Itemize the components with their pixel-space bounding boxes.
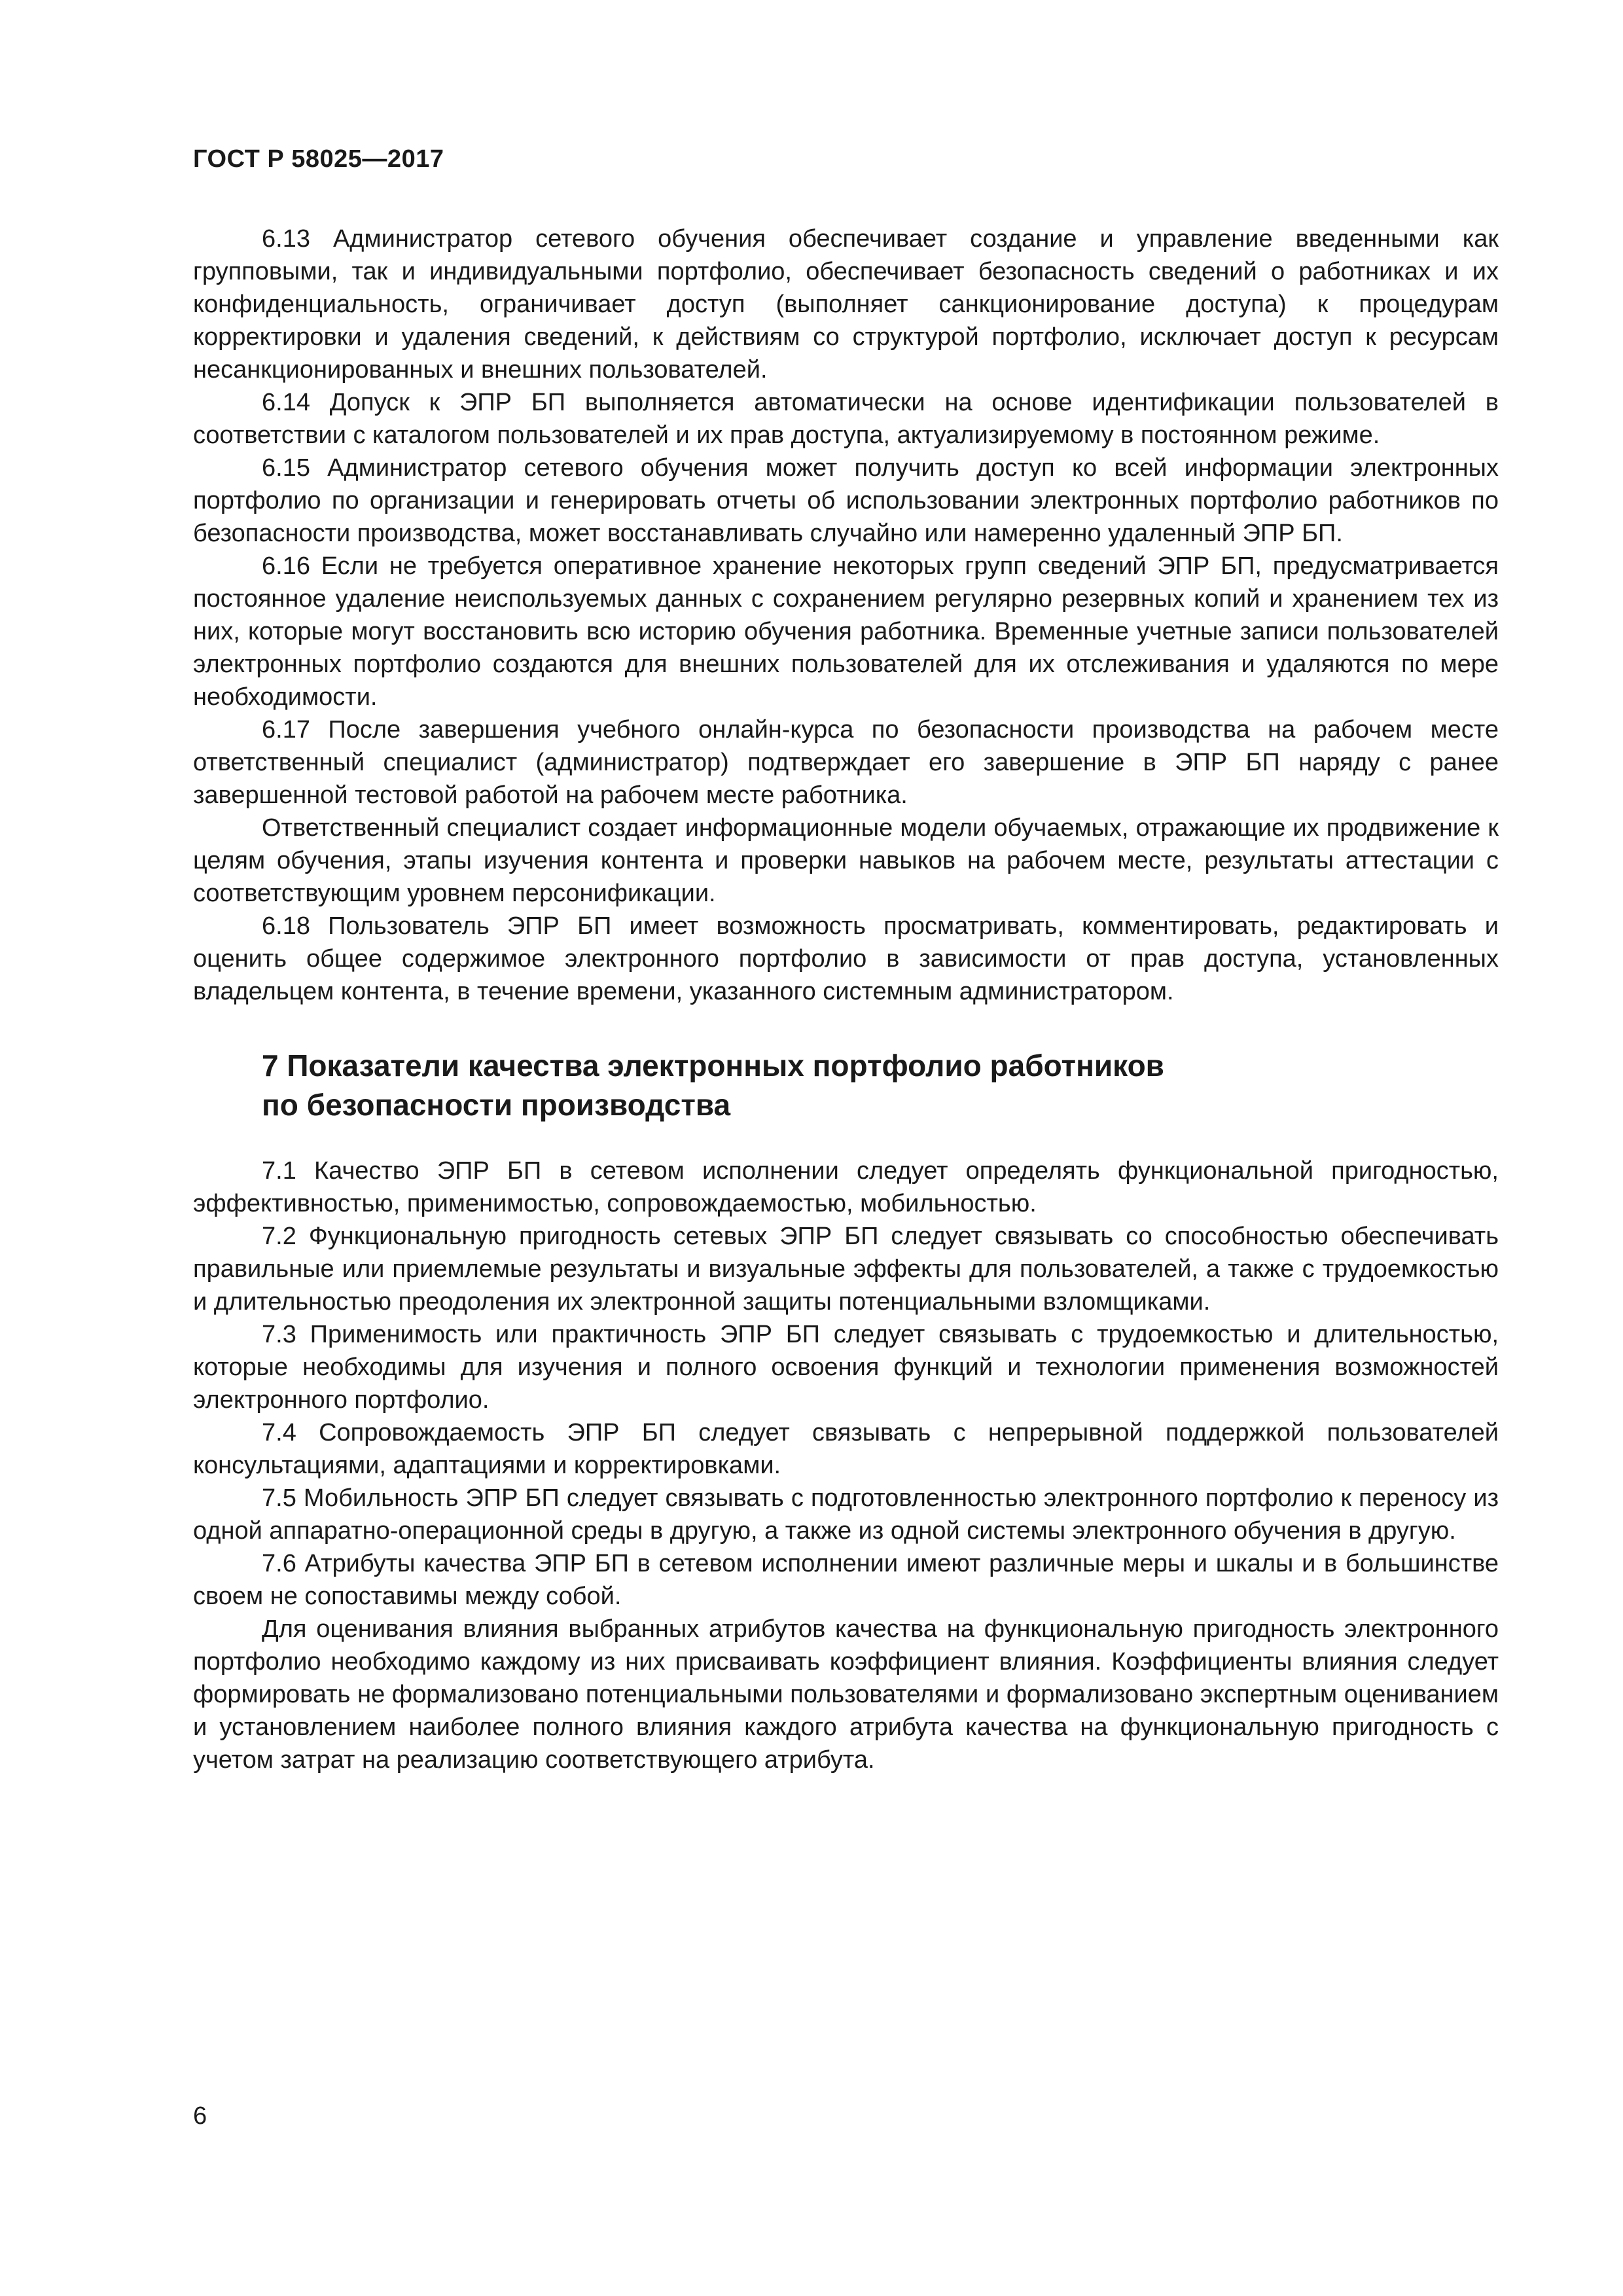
- document-header: ГОСТ Р 58025—2017: [193, 145, 444, 173]
- paragraph-7-3: 7.3 Применимость или практичность ЭПР БП следует связывать с трудоемкостью и длительностью, которые необходимы для изучения и полного освоения функций и технологии применения возможностей электронного портфолио.: [193, 1321, 1499, 1414]
- paragraph-6-14: 6.14 Допуск к ЭПР БП выполняется автоматически на основе идентификации пользователей в соответствии с каталогом пользователей и их прав доступа, актуализируемому в постоянном режиме.: [193, 389, 1499, 449]
- paragraph-7-6-continued: Для оценивания влияния выбранных атрибутов качества на функциональную пригодность электронного портфолио необходимо каждому из них присваивать коэффициент влияния. Коэффициенты влияния следует формировать не формализовано потенциальными пользователями и формализовано экспертным оцениванием и установлением наиболее полного влияния каждого атрибута качества на функциональную пригодность с учетом затрат на реализацию соответствующего атрибута.: [193, 1615, 1499, 1774]
- paragraph-6-13: 6.13 Администратор сетевого обучения обеспечивает создание и управление введенными как групповыми, так и индивидуальными портфолио, обеспечивает безопасность сведений о работниках и их конфиденциальность, ограничивает доступ (выполняет санкционирование доступа) к процедурам корректировки и удаления сведений, к действиям со структурой портфолио, исключает доступ к ресурсам несанкционированных и внешних пользователей.: [193, 225, 1499, 384]
- paragraph-6-17: 6.17 После завершения учебного онлайн-курса по безопасности производства на рабочем месте ответственный специалист (администратор) подтверждает его завершение в ЭПР БП наряду с ранее завершенной тестовой работой на рабочем месте работника.: [193, 716, 1499, 809]
- document-body: [193, 223, 1499, 1776]
- paragraph-7-5: 7.5 Мобильность ЭПР БП следует связывать с подготовленностью электронного портфолио к переносу из одной аппаратно-операционной среды в другую, а также из одной системы электронного обучения в другую.: [193, 1484, 1499, 1545]
- paragraph-7-4: 7.4 Сопровождаемость ЭПР БП следует связывать с непрерывной поддержкой пользователей консультациями, адаптациями и корректировками.: [193, 1419, 1499, 1479]
- paragraph-7-2: 7.2 Функциональную пригодность сетевых ЭПР БП следует связывать со способностью обеспечивать правильные или приемлемые результаты и визуальные эффекты для пользователей, а также с трудоемкостью и длительностью преодоления их электронной защиты потенциальными взломщиками.: [193, 1223, 1499, 1316]
- paragraph-7-6: 7.6 Атрибуты качества ЭПР БП в сетевом исполнении имеют различные меры и шкалы и в большинстве своем не сопоставимы между собой.: [193, 1550, 1499, 1610]
- paragraph-6-16: 6.16 Если не требуется оперативное хранение некоторых групп сведений ЭПР БП, предусматривается постоянное удаление неиспользуемых данных с сохранением регулярно резервных копий и хранением тех из них, которые могут восстановить всю историю обучения работника. Временные учетные записи пользователей электронных портфолио создаются для внешних пользователей для их отслеживания и удаляются по мере необходимости.: [193, 552, 1499, 711]
- paragraph-6-15: 6.15 Администратор сетевого обучения может получить доступ ко всей информации электронных портфолио по организации и генерировать отчеты об использовании электронных портфолио работников по безопасности производства, может восстанавливать случайно или намеренно удаленный ЭПР БП.: [193, 454, 1499, 547]
- paragraph-6-17-continued: Ответственный специалист создает информационные модели обучаемых, отражающие их продвижение к целям обучения, этапы изучения контента и проверки навыков на рабочем месте, результаты аттестации с соответствующим уровнем персонификации.: [193, 814, 1499, 907]
- paragraph-7-1: 7.1 Качество ЭПР БП в сетевом исполнении следует определять функциональной пригодностью, эффективностью, применимостью, сопровождаемостью, мобильностью.: [193, 1157, 1499, 1217]
- paragraph-6-18: 6.18 Пользователь ЭПР БП имеет возможность просматривать, комментировать, редактировать и оценить общее содержимое электронного портфолио в зависимости от прав доступа, установленных владельцем контента, в течение времени, указанного системным администратором.: [193, 912, 1499, 1005]
- section-7-heading-line1: 7 Показатели качества электронных портфолио работников: [262, 1049, 1164, 1083]
- section-7-heading-line2: по безопасности производства: [262, 1088, 731, 1122]
- section-7-heading: [262, 1046, 1499, 1124]
- page-number: 6: [193, 2102, 207, 2130]
